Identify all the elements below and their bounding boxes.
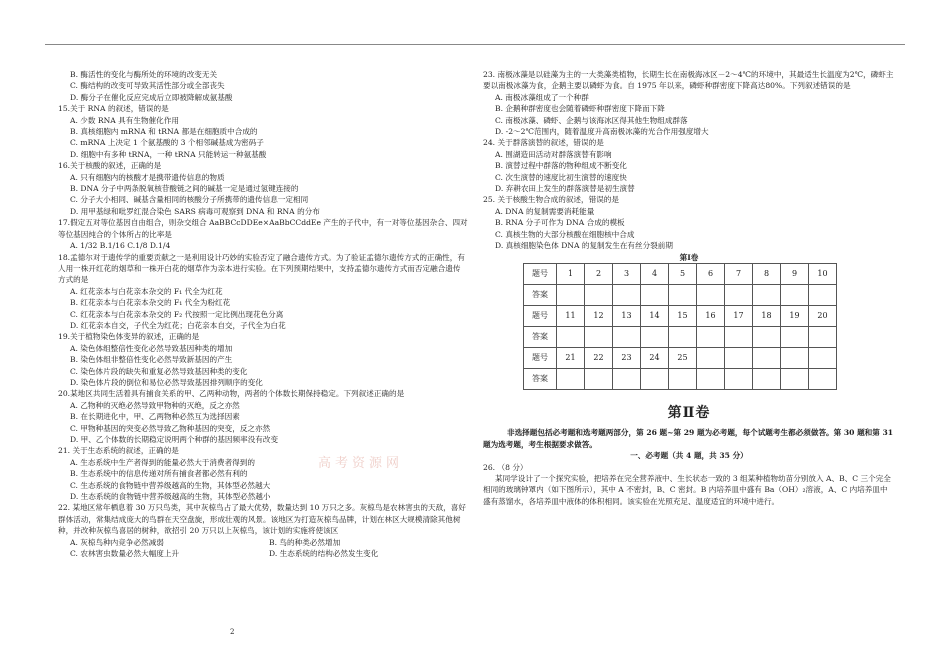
page-number: 2 [230,628,235,636]
answer-option: B. RNA 分子可作为 DNA 合成的模板 [495,218,625,228]
answer-cell[interactable] [641,284,669,305]
answer-cell[interactable] [697,284,725,305]
answer-option: D. 酶分子在催化反应完成后立即被降解成氨基酸 [70,92,233,102]
answer-option: B. 染色体组非整倍性变化必然导致新基因的产生 [70,355,233,365]
answer-table-title: 第Ⅰ卷 [679,252,699,262]
row-label-answer: 答案 [524,368,557,389]
option-row [58,537,468,548]
answer-cell[interactable] [585,368,613,389]
question-stem: 15.关于 RNA 的叙述，错误的是 [58,104,169,114]
question-stem: 23. 南极冰藻是以硅藻为主的一大类藻类植物，长期生长在南极海冰区－2～4℃的环境中，其最适生长温度为2℃，磷虾主要以南极冰藻为食，企鹅主要以磷虾为食。自 1975 年以来，磷虾种群密度下降高达80%。下列叙述错误的是 [483,70,894,91]
section-2-instruction: 非选择题包括必考题和选考题两部分，第 26 题~第 29 题为必考题，每个试题考生都必须做答。第 30 题和第 31 题为选考题，考生根据要求做答。 [483,428,894,449]
question-number-cell: 18 [753,305,781,326]
answer-option: A. 只有细胞内的核酸才是携带遗传信息的物质 [70,172,225,182]
answer-cell[interactable] [809,326,837,347]
question-number-cell [809,347,837,368]
question-number-cell: 24 [641,347,669,368]
answer-cell[interactable] [641,368,669,389]
answer-option: A. 南极冰藻组成了一个种群 [495,92,589,102]
question-number-cell: 25 [669,347,697,368]
answer-option: D. 红花亲本自交，子代全为红花；白花亲本自交，子代全为白花 [70,320,286,330]
answer-cell[interactable] [725,368,753,389]
answer-cell[interactable] [585,326,613,347]
question-number-cell: 8 [753,263,781,284]
question-number-cell: 17 [725,305,753,326]
answer-cell[interactable] [669,368,697,389]
answer-option: C. 真核生物的大部分核酸在细胞核中合成 [495,229,635,239]
question-number-cell: 19 [781,305,809,326]
answer-option: C. 甲物种基因的突变必然导致乙物种基因的突变，反之亦然 [70,423,271,433]
answer-cell[interactable] [753,368,781,389]
answer-table [523,263,837,390]
answer-cell[interactable] [613,326,641,347]
answer-option: D. 细胞中有多种 tRNA，一种 tRNA 只能转运一种氨基酸 [70,149,267,159]
answer-cell[interactable] [697,326,725,347]
answer-cell[interactable] [697,368,725,389]
question-number-cell: 9 [781,263,809,284]
right-column [483,69,895,507]
question-stem: 16.关于核酸的叙述，正确的是 [58,161,162,171]
question-stem: 22. 某地区常年栖息着 30 万只鸟类，其中灰椋鸟占了最大优势，数量达到 10 万只之多。灰椋鸟是农林害虫的天敌，喜好群体活动，常集结成庞大的鸟群在天空盘旋，形成壮观的风景。该地区为打造灰椋鸟品牌，计划在林区大规模清除其他树种，并改种灰椋鸟喜居的树种，欲招引 20 万只以上灰椋鸟，该计划的实施将使该区 [58,503,466,536]
question-number-cell: 11 [557,305,585,326]
option-row [58,548,468,559]
answer-option: A. 少数 RNA 具有生物催化作用 [70,115,179,125]
answer-cell[interactable] [557,326,585,347]
answer-option: C. 农林害虫数量必然大幅度上升 [70,549,180,559]
answer-option: C. mRNA 上决定 1 个氨基酸的 3 个相邻碱基成为密码子 [70,138,264,148]
answer-option: B. 在长期进化中，甲、乙两物种必然互为选择因素 [70,412,240,422]
answer-cell[interactable] [781,368,809,389]
answer-option: D. 甲、乙个体数的长期稳定说明两个种群的基因频率没有改变 [70,435,279,444]
question-stem: 17.假定五对等位基因自由组合，则杂交组合 AaBBCcDDEe×AaBbCCddEe 产生的子代中，有一对等位基因杂合、四对等位基因纯合的个体所占的比率是 [58,218,468,239]
answer-option: B. 生态系统中的信息传递对所有捕食者都必然有利的 [70,469,248,479]
question-stem: 21. 关于生态系统的叙述，正确的是 [58,446,179,456]
answer-option: C. 分子大小相同、碱基含量相同的核酸分子所携带的遗传信息一定相同 [70,195,309,205]
answer-option: B. 红花亲本与白花亲本杂交的 F₁ 代全为粉红花 [70,298,231,308]
question-number-cell: 7 [725,263,753,284]
question-number-cell: 14 [641,305,669,326]
question-stem: 18.孟德尔对于遗传学的重要贡献之一是利用设计巧妙的实验否定了融合遗传方式。为了验证孟德尔遗传方式的正确性，有人用一株开红花的烟草和一株开白花的烟草作为亲本进行实验。在下列预期结果中，支持孟德尔遗传方式而否定融合遗传方式的是 [58,252,465,285]
answer-cell[interactable] [781,284,809,305]
question-number-cell: 20 [809,305,837,326]
row-label-number: 题号 [524,263,557,284]
question-number-cell: 15 [669,305,697,326]
answer-cell[interactable] [613,368,641,389]
answer-option: D. 生态系统的食物链中营养级越高的生物，其体型必然越小 [70,492,271,502]
answer-option: A. 染色体组整倍性变化必然导致基因种类的增加 [70,343,233,353]
answer-option: C. 次生演替的速度比初生演替的速度快 [495,172,627,182]
question-number-cell [753,347,781,368]
answer-option: D. 真核细胞染色体 DNA 的复制发生在有丝分裂前期 [495,241,673,251]
row-label-number: 题号 [524,347,557,368]
question-stem: 20.某地区共同生活着具有捕食关系的甲、乙两种动物，两者的个体数长期保持稳定。下列叙述正确的是 [58,389,405,399]
answer-option: D. 染色体片段的倒位和易位必然导致基因排列顺序的变化 [70,377,263,387]
answer-cell[interactable] [725,326,753,347]
header-rule [45,44,905,45]
answer-option: D. 生态系统的结构必然发生变化 [269,549,379,559]
section-2-subhead: 一、必考题（共 4 题，共 35 分） [630,451,748,461]
question-number-cell: 5 [669,263,697,284]
answer-cell[interactable] [585,284,613,305]
answer-option: B. 酶活性的变化与酶所处的环境的改变无关 [70,70,218,79]
question-26-body: 某同学设计了一个探究实验，把培养在完全营养液中、生长状态一致的 3 组某种植物幼苗分别放入 A、B、C 三个完全相同的玻璃钟罩内（如下图所示），其中 A 不密封，B、C 密封。B 内培养皿中盛有 Ba（OH）₂溶液，A、C 内培养皿中盛有蒸馏水，各培养皿中液体的体积相同。该实验在光照充足、温度适宜的环境中进行。 [483,473,891,506]
answer-option: A. 围湖造田活动对群落演替有影响 [495,149,612,159]
answer-option: B. DNA 分子中两条脱氧核苷酸链之间的碱基一定是通过氢键连接的 [70,184,299,194]
answer-cell[interactable] [753,326,781,347]
question-number-cell: 16 [697,305,725,326]
question-number-cell: 1 [557,263,585,284]
question-number-cell: 13 [613,305,641,326]
question-number-cell: 21 [557,347,585,368]
answer-option: A. 1/32 B.1/16 C.1/8 D.1/4 [70,241,171,251]
answer-cell[interactable] [641,326,669,347]
answer-cell[interactable] [557,368,585,389]
question-stem: 24. 关于群落演替的叙述，错误的是 [483,138,604,148]
answer-cell[interactable] [809,368,837,389]
question-number-cell: 12 [585,305,613,326]
answer-option: D. -2～2℃范围内，随着温度升高南极冰藻的光合作用强度增大 [495,127,709,137]
answer-option: A. 生态系统中生产者得到的能量必然大于消费者得到的 [70,457,255,467]
answer-cell[interactable] [613,284,641,305]
question-number-cell: 10 [809,263,837,284]
answer-option: B. 企鹅种群密度也会随着磷虾种群密度下降而下降 [495,104,665,114]
answer-option: A. 灰椋鸟种内竞争必然减弱 [70,537,164,547]
question-number-cell: 22 [585,347,613,368]
answer-cell[interactable] [809,284,837,305]
answer-option: C. 红花亲本与白花亲本杂交的 F₂ 代按照一定比例出现花色分离 [70,309,284,319]
row-label-number: 题号 [524,305,557,326]
answer-option: D. 用甲基绿和吡罗红混合染色 SARS 病毒可观察到 DNA 和 RNA 的分布 [70,206,320,216]
answer-option: B. 鸟的种类必然增加 [269,537,341,547]
question-26-head: 26. （8 分） [483,462,528,472]
answer-option: A. DNA 的复制需要消耗能量 [495,206,595,216]
answer-option: C. 生态系统的食物链中营养级越高的生物，其体型必然越大 [70,480,271,490]
answer-cell[interactable] [725,284,753,305]
answer-cell[interactable] [557,284,585,305]
answer-cell[interactable] [669,284,697,305]
question-stem: 19.关于植物染色体变异的叙述，正确的是 [58,332,200,342]
question-number-cell [697,347,725,368]
answer-option: A. 红花亲本与白花亲本杂交的 F₁ 代全为红花 [70,286,223,296]
question-number-cell: 2 [585,263,613,284]
section-2-title: 第Ⅱ卷 [667,404,711,421]
answer-option: D. 弃耕农田上发生的群落演替是初生演替 [495,184,635,194]
question-number-cell: 3 [613,263,641,284]
answer-cell[interactable] [753,284,781,305]
question-number-cell: 6 [697,263,725,284]
row-label-answer: 答案 [524,284,557,305]
answer-cell[interactable] [669,326,697,347]
left-column [58,69,468,559]
answer-option: C. 染色体片段的缺失和重复必然导致基因种类的变化 [70,366,248,376]
row-label-answer: 答案 [524,326,557,347]
answer-option: B. 演替过程中群落的物种组成不断变化 [495,161,627,171]
question-number-cell: 23 [613,347,641,368]
question-number-cell [781,347,809,368]
answer-option: B. 真核细胞内 mRNA 和 tRNA 都是在细胞质中合成的 [70,127,258,137]
question-number-cell: 4 [641,263,669,284]
watermark: 高考资源网 [318,456,404,471]
answer-cell[interactable] [781,326,809,347]
answer-option: C. 南极冰藻、磷虾、企鹅与该海冰区得其他生物组成群落 [495,115,688,125]
question-stem: 25. 关于核酸生物合成的叙述，错误的是 [483,195,619,205]
answer-option: A. 乙物种的灭绝必然导致甲物种的灭绝，反之亦然 [70,400,240,410]
answer-option: C. 酶结构的改变可导致其活性部分或全部丧失 [70,81,225,91]
questions-23-25 [483,69,895,252]
question-number-cell [725,347,753,368]
